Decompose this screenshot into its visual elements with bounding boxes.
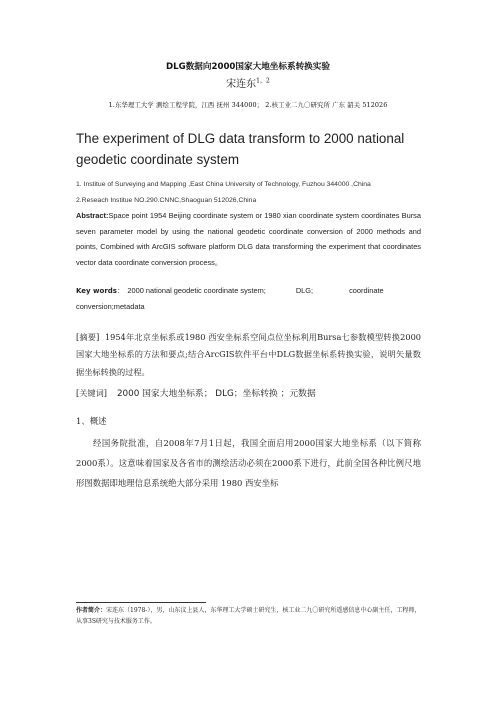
keyword-en-4: conversion;metadata — [76, 302, 145, 311]
body-paragraph: 经国务院批准，自2008年7月1日起，我国全面启用2000国家大地坐标系（以下简称2000系）。这意味着国家及各省市的测绘活动必须在2000系下进行，此前全国各种比例尺地形图数据即地理信息系统绝大部分采用 1980 西安坐标 — [76, 438, 421, 488]
affiliation-cn: 1.东华理工大学 测绘工程学院，江西 抚州 344000； 2.核工业二九〇研究所 广东 韶关 512026 — [108, 101, 388, 109]
keyword-en-1: 2000 national geodetic coordinate system; — [127, 286, 266, 295]
footnote-text: 宋连东（1978-），男，山东汶上县人，东华理工大学硕士研究生，核工业二九〇研究所遥感信息中心副主任，工程师，从事3S研究与技术服务工作。 — [76, 607, 421, 625]
section-heading: 1、概述 — [76, 416, 107, 426]
footnote-divider — [76, 602, 206, 603]
abstract-cn — [76, 329, 421, 381]
abstract-en-label: Abstract: — [76, 211, 109, 220]
keyword-en-2: DLG; — [295, 286, 314, 295]
keywords-cn-label: [关键词] — [76, 388, 107, 398]
affiliation-en-1: 1. Institue of Surveying and Mapping ,East China University of Technology, Fuzhou 344000 ,China — [76, 181, 371, 188]
keywords-cn — [76, 386, 421, 399]
abstract-en — [76, 208, 421, 270]
author-name: 宋连东 — [226, 79, 257, 90]
author-line — [0, 75, 496, 90]
keywords-cn-terms: 2000 国家大地坐标系； DLG；坐标转换 ；元数据 — [116, 389, 316, 399]
abstract-cn-text: 1954年北京坐标系或1980 西安坐标系空间点位坐标利用Bursa七参数模型转换2000国家大地坐标系的方法和要点;结合ArcGIS软件平台中DLG数据坐标系转换实验，说明矢量数据坐标转换的过程。 — [76, 332, 421, 377]
abstract-cn-label: [摘要] — [76, 332, 100, 342]
keywords-en-separator: ： — [116, 286, 125, 295]
keywords-en — [76, 283, 421, 315]
paper-title-cn: DLG数据向2000国家大地坐标系转换实验 — [166, 62, 330, 72]
paper-title-en: The experiment of DLG data transform to 2000 national geodetic coordinate system — [76, 131, 405, 167]
keywords-en-label: Key words — [76, 287, 117, 295]
footnote-label: 作者简介： — [76, 607, 107, 614]
author-footnote — [76, 606, 421, 627]
keyword-en-3: coordinate — [349, 286, 384, 295]
abstract-en-text: Space point 1954 Beijing coordinate system or 1980 xian coordinate system coordinates Bursa seven parameter model by using the national geodetic coordinate conversion of 2000 methods and points, Combined with ArcGIS software platform DLG data transforming the experiment that coordinates vector data coordinate conversion process。 — [76, 211, 421, 267]
author-affiliation-marks: 1，2 — [256, 77, 270, 85]
affiliation-en-2: 2.Reseach Institue NO.290.CNNC,Shaoguan 512026,China — [76, 197, 257, 204]
